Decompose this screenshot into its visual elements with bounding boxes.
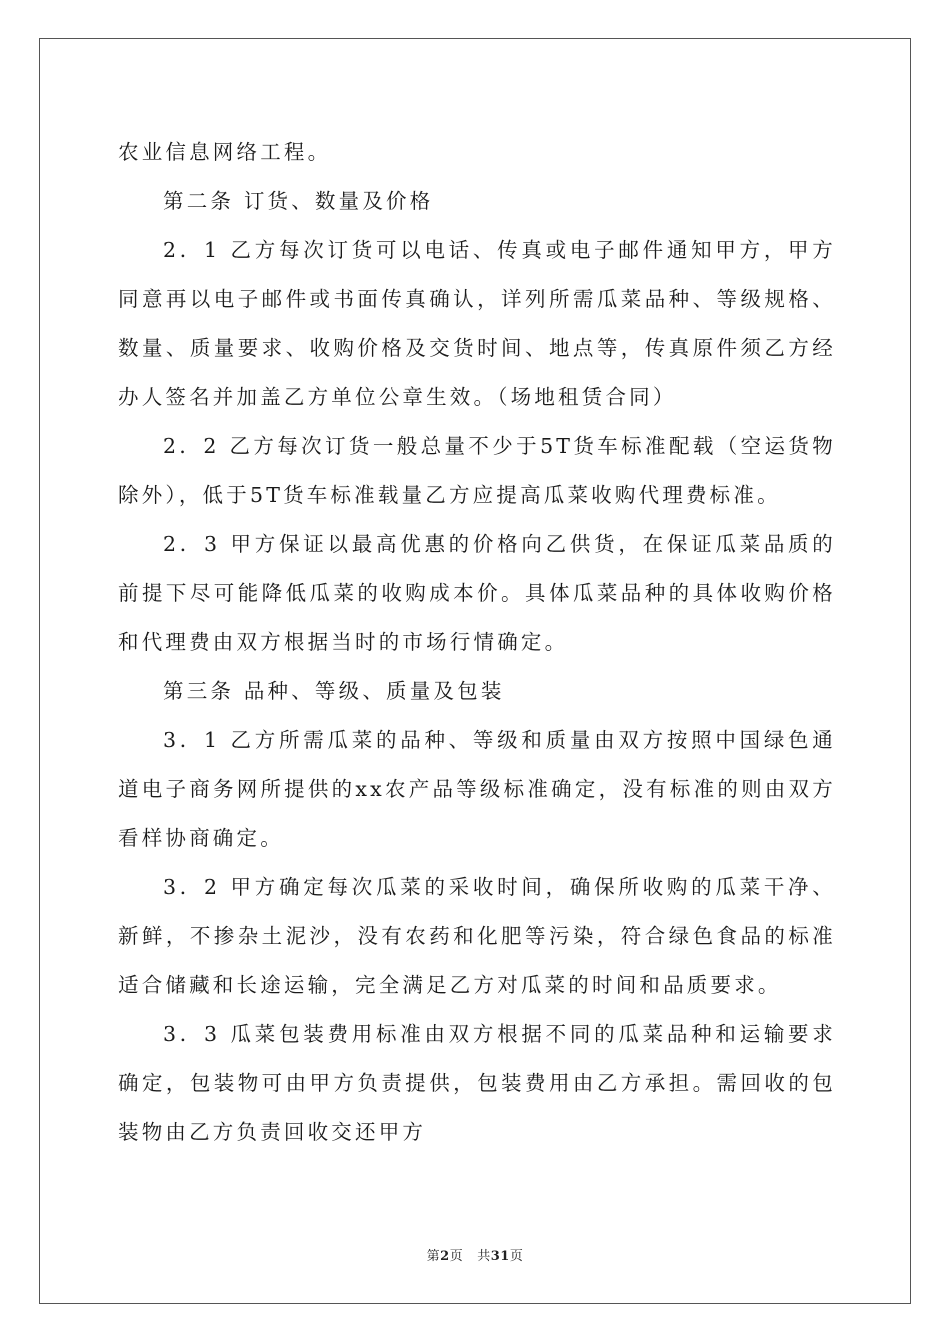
clause-2-1: 2．1 乙方每次订货可以电话、传真或电子邮件通知甲方，甲方同意再以电子邮件或书面传真确认，详列所需瓜菜品种、等级规格、数量、质量要求、收购价格及交货时间、地点等，传真原件须乙方经办人签名并加盖乙方单位公章生效。（场地租赁合同） bbox=[118, 238, 836, 409]
page-footer bbox=[0, 1245, 950, 1264]
paragraph-continuation: 农业信息网络工程。 bbox=[118, 140, 332, 164]
clause-2-3: 2．3 甲方保证以最高优惠的价格向乙供货，在保证瓜菜品质的前提下尽可能降低瓜菜的收购成本价。具体瓜菜品种的具体收购价格和代理费由双方根据当时的市场行情确定。 bbox=[118, 532, 836, 654]
page-number: 2 bbox=[440, 1249, 450, 1264]
page-prefix: 第 bbox=[426, 1249, 441, 1264]
clause-2-2: 2．2 乙方每次订货一般总量不少于5T货车标准配载（空运货物除外），低于5T货车标准载量乙方应提高瓜菜收购代理费标准。 bbox=[118, 434, 836, 507]
total-suffix: 页 bbox=[509, 1249, 524, 1264]
total-prefix: 共 bbox=[477, 1249, 491, 1264]
clause-3-1: 3．1 乙方所需瓜菜的品种、等级和质量由双方按照中国绿色通道电子商务网所提供的xx农产品等级标准确定，没有标准的则由双方看样协商确定。 bbox=[118, 728, 836, 850]
article-heading-3: 第三条 品种、等级、质量及包装 bbox=[163, 679, 505, 703]
document-body bbox=[118, 128, 836, 1157]
article-heading-2: 第二条 订货、数量及价格 bbox=[163, 189, 434, 213]
total-pages: 31 bbox=[490, 1249, 510, 1264]
page-suffix: 页 bbox=[449, 1249, 464, 1264]
clause-3-2: 3．2 甲方确定每次瓜菜的采收时间，确保所收购的瓜菜干净、新鲜，不掺杂土泥沙，没有农药和化肥等污染，符合绿色食品的标准适合储藏和长途运输，完全满足乙方对瓜菜的时间和品质要求。 bbox=[118, 875, 836, 997]
clause-3-3: 3．3 瓜菜包装费用标准由双方根据不同的瓜菜品种和运输要求确定，包装物可由甲方负责提供，包装费用由乙方承担。需回收的包装物由乙方负责回收交还甲方 bbox=[118, 1022, 836, 1144]
